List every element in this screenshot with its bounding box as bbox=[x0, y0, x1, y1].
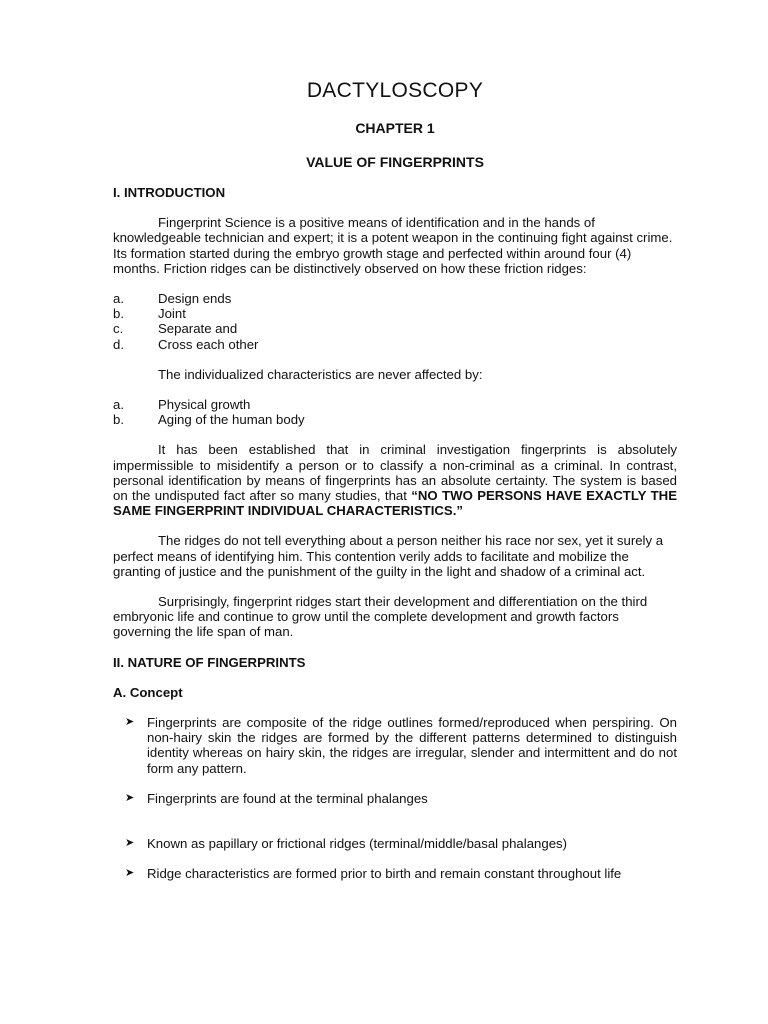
list-item bbox=[113, 337, 677, 352]
list-item bbox=[113, 291, 677, 306]
list-item-text: Separate and bbox=[158, 321, 238, 337]
list-item-text: Aging of the human body bbox=[158, 412, 305, 428]
bullet-text: Known as papillary or frictional ridges (terminal/middle/basal phalanges) bbox=[147, 836, 568, 852]
bullet-item bbox=[113, 791, 677, 806]
paragraph-text: It has been established that in criminal investigation fingerprints is absolutely impermissible to misidentify a person or to classify a non-criminal as a criminal. In contrast, personal identification by means of fingerprints has an absolute certainty. The system is based on the undisputed fact after so many studies, that bbox=[113, 442, 677, 504]
arrowhead-bullet-icon: ➤ bbox=[125, 716, 135, 729]
ridges-paragraph: The ridges do not tell everything about a person neither his race nor sex, yet it surely a perfect means of identifying him. This contention verily adds to facilitate and mobilize the granting of justice and the punishment of the guilty in the light and shadow of a criminal act. bbox=[113, 533, 664, 579]
bullet-text: Fingerprints are found at the terminal phalanges bbox=[147, 790, 428, 806]
list-item-text: Physical growth bbox=[158, 397, 251, 413]
bullet-text: Fingerprints are composite of the ridge outlines formed/reproduced when perspiring. On non-hairy skin the ridges are formed by the different patterns determined to distinguish identity whereas on hairy skin, the ridges are irregular, slender and intermittent and do not form any pattern. bbox=[147, 715, 677, 776]
subsection-heading-concept: A. Concept bbox=[113, 684, 183, 700]
arrowhead-bullet-icon: ➤ bbox=[125, 867, 135, 880]
chapter-heading: CHAPTER 1 bbox=[355, 120, 435, 136]
criminal-investigation-paragraph bbox=[113, 442, 677, 518]
document-body bbox=[113, 78, 677, 897]
chapter-title: VALUE OF FINGERPRINTS bbox=[306, 154, 484, 170]
list-item bbox=[113, 306, 677, 321]
list-item-text: Cross each other bbox=[158, 336, 259, 352]
unaffected-characteristics-paragraph: The individualized characteristics are never affected by: bbox=[158, 366, 483, 382]
unaffected-by-list bbox=[113, 397, 677, 427]
list-item bbox=[113, 397, 677, 412]
arrowhead-bullet-icon: ➤ bbox=[125, 791, 135, 804]
list-item bbox=[113, 412, 677, 427]
list-marker: b. bbox=[113, 412, 124, 428]
bullet-item bbox=[113, 836, 677, 851]
list-marker: a. bbox=[113, 397, 124, 413]
intro-paragraph: Fingerprint Science is a positive means of identification and in the hands of knowledgeable technician and expert; it is a potent weapon in the continuing fight against crime. Its formation started during the embryo growth stage and perfected within around four (4) months. Friction ridges can be distinctively observed on how these friction ridges: bbox=[113, 215, 673, 276]
section-heading-nature: II. NATURE OF FINGERPRINTS bbox=[113, 654, 306, 670]
section-heading-introduction: I. INTRODUCTION bbox=[113, 185, 226, 200]
list-item-text: Design ends bbox=[158, 291, 232, 307]
bullet-item bbox=[113, 866, 677, 881]
concept-bullet-list bbox=[113, 715, 677, 881]
bullet-item bbox=[113, 715, 677, 776]
emphasis-statement: “NO TWO PERSONS HAVE EXACTLY THE SAME FINGERPRINT INDIVIDUAL CHARACTERISTICS.” bbox=[113, 488, 677, 519]
list-marker: c. bbox=[113, 321, 124, 337]
development-paragraph: Surprisingly, fingerprint ridges start their development and differentiation on the third embryonic life and continue to grow until the complete development and growth factors governing the life span of man. bbox=[113, 594, 648, 640]
list-marker: d. bbox=[113, 336, 124, 352]
arrowhead-bullet-icon: ➤ bbox=[125, 837, 135, 850]
bullet-text: Ridge characteristics are formed prior to birth and remain constant throughout life bbox=[147, 866, 622, 882]
document-title: DACTYLOSCOPY bbox=[306, 79, 484, 102]
list-marker: b. bbox=[113, 306, 124, 322]
ridge-behaviour-list bbox=[113, 291, 677, 352]
list-item bbox=[113, 321, 677, 336]
list-item-text: Joint bbox=[158, 306, 186, 322]
list-marker: a. bbox=[113, 291, 124, 307]
